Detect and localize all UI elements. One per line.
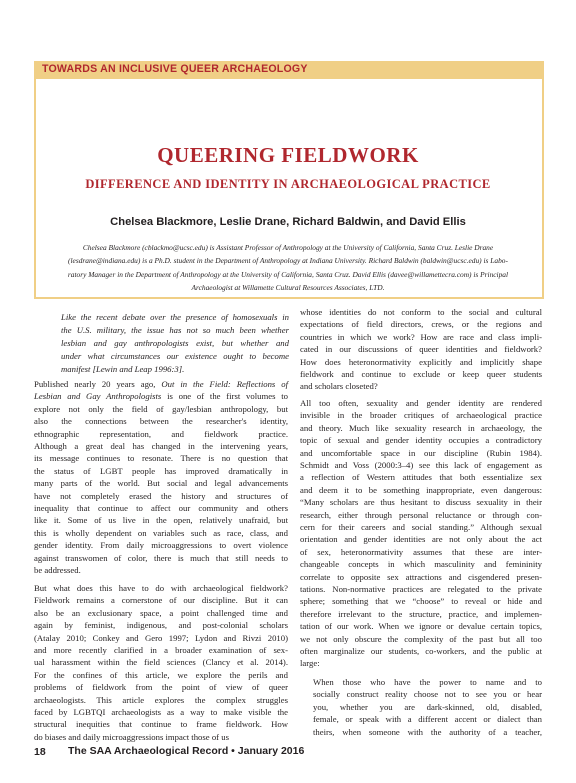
body-line: tation of our work. When we ignore or devalue certain topics, (300, 621, 542, 632)
body-line: and theory. Much like sexuality research in archaeology, the (300, 422, 542, 433)
body-line: this is wholly dependent on variables such as race, class, and (34, 527, 288, 538)
body-line: ethnographic representation, and fieldwork practice. (34, 428, 288, 439)
body-line: problems of fieldwork from the point of view of queer (34, 682, 288, 693)
section-banner-label: TOWARDS AN INCLUSIVE QUEER ARCHAEOLOGY (42, 63, 308, 75)
body-line: whose identities do not conform to the social and cultural (300, 307, 542, 317)
body-line: research, either through personal reluctance or through con- (300, 509, 542, 520)
body-line: and more recently clarified in a broader examination of sex- (34, 645, 288, 655)
body-line: orientation and gender identities are not only about the act (300, 534, 542, 545)
epigraph-line: lesbian and gay anthropologists exist, but whether and (61, 338, 289, 348)
epigraph-line: Like the recent debate over the presence of homosexuals in (61, 312, 289, 322)
epigraph-line: manifest [Lewin and Leap 1996:3]. (61, 364, 185, 374)
body-line: cated in our discussions of queer identities and fieldwork? (300, 344, 542, 355)
body-line: cern for their careers and social standing.” Although sexual (300, 522, 542, 532)
body-line: and uncomfortable space in our discipline (Rubin 1984). (300, 447, 542, 458)
body-line: ual harassment within the field sciences (Clancy et al. 2014). (34, 657, 288, 668)
body-line: How does heteronormativity explicitly and implicitly shape (300, 356, 542, 367)
epigraph-line: under what circumstances our existence ought to become (61, 351, 289, 361)
body-line: have not completely erased the history and structures of (34, 490, 288, 501)
affiliation-line: (lesdrane@indiana.edu) is a Ph.D. student in the Department of Anthropology at Indiana University. Richard Baldwin (baldwin@ucsc.edu) is Labo- (68, 256, 508, 265)
body-line: the status of LGBT people has improved dramatically in (34, 465, 288, 476)
body-line: again by feminist, indigenous, and post-colonial scholars (34, 620, 288, 631)
affiliation-line: ratory Manager in the Department of Anthropology at the University of California, Santa Cruz. David Ellis (davee@willamettecra.com) is Principal (67, 270, 509, 279)
page-number: 18 (34, 746, 46, 758)
body-line: sphere; something that we “choose” to reveal or hide and (300, 596, 542, 607)
body-line: a reflection of Western attitudes that both essentialize sex (300, 472, 542, 483)
body-line: “Many scholars are thus hesitant to discuss sexuality in their (300, 497, 542, 508)
body-line: tations. Non-normative practices are relegated to the private (300, 584, 542, 594)
body-line: correlate to opposite sex attractions and cisgendered presen- (300, 571, 542, 582)
body-line: explore not only the field of gay/lesbian anthropology, but (34, 403, 288, 414)
body-line: against transwomen of color, there is much that still needs to (34, 552, 288, 563)
body-line: do biases and daily microaggressions impact those of us (34, 731, 229, 742)
body-line: Fieldwork remains a cornerstone of our discipline. But it can (34, 595, 288, 606)
blockquote-line: theirs, when someone with the authority of a teacher, (313, 726, 542, 737)
body-line: archaeologists. This article explores the complex struggles (34, 694, 288, 705)
body-line: many parts of the world. But social and legal advancements (34, 478, 288, 489)
section-banner (34, 61, 544, 79)
body-line: All too often, sexuality and gender identity are rendered (300, 398, 542, 408)
body-line: structural inequities that continue to frame fieldwork. How (34, 719, 288, 730)
body-line: Published nearly 20 years ago, Out in the Field: Reflections of (34, 379, 288, 389)
body-line: large: (300, 658, 320, 669)
body-line: and scholars closeted? (300, 381, 378, 392)
author-list: Chelsea Blackmore, Leslie Drane, Richard Baldwin, and David Ellis (110, 216, 466, 228)
body-line: of sex, heteronormativity assumes that these are inter- (300, 546, 542, 557)
body-line: we not only obscure the complexity of the past but all too (300, 633, 542, 644)
body-line: inequality that continue to affect our community and others (34, 503, 288, 513)
body-line: gender identity. From daily microaggressions to overt violence (34, 540, 288, 551)
body-line: also the connections between the researcher's identity, (34, 416, 288, 427)
body-line: be addressed. (34, 565, 81, 575)
blockquote-line: When those who have the power to name and to (313, 677, 542, 687)
body-line: changeable concepts in which masculinity and femininity (300, 559, 542, 570)
affiliation-line: Archaeologist at Willamette Cultural Resources Associates, LTD. (191, 283, 385, 292)
body-line: and deem it to be something inappropriate, even dangerous: (300, 484, 542, 495)
body-line: often marginalize our students, co-workers, and the public at (300, 646, 542, 656)
epigraph-line: the U.S. military, the issue has not so much been whether (61, 325, 289, 335)
blockquote-line: you, whether you are dark-skinned, old, disabled, (313, 701, 542, 712)
body-line: countries in which we work? How are race and class impli- (300, 331, 542, 342)
blockquote-line: female, or speak with a different accent or dialect than (313, 714, 542, 725)
publication-footer: The SAA Archaeological Record • January 2016 (68, 745, 305, 757)
article-subtitle: DIFFERENCE AND IDENTITY IN ARCHAEOLOGICAL PRACTICE (85, 177, 491, 191)
body-line: Schmidt and Voss (2000:3–4) see this lack of engagement as (300, 460, 542, 470)
body-line: expectations of field directors, crews, or the regions and (300, 319, 542, 330)
body-line: faced by LGBTQI archaeologists as a way to make visible the (34, 707, 288, 717)
body-line: like it. Some of us live in the open, relatively unafraid, but (34, 515, 288, 526)
body-line: its message continues to resonate. There is no question that (34, 453, 288, 464)
body-line: fieldwork and continue to exclude or keep queer students (300, 369, 542, 379)
body-line: (Atalay 2010; Conkey and Gero 1997; Lydon and Rivzi 2010) (34, 632, 288, 643)
article-title: QUEERING FIELDWORK (157, 143, 419, 167)
body-line: Lesbian and Gay Anthropologists is one of the first volumes to (34, 391, 288, 402)
body-line: For the confines of this article, we explore the perils and (34, 669, 288, 680)
body-line: But what does this have to do with archaeological fieldwork? (34, 583, 288, 593)
body-line: also be an exclusionary space, a point challenged time and (34, 607, 288, 618)
body-line: invisible in the broader critiques of archaeological practice (300, 410, 542, 421)
affiliation-line: Chelsea Blackmore (cblackmo@ucsc.edu) is Assistant Professor of Anthropology at the University of California, Santa Cruz. Leslie Drane (82, 243, 494, 252)
body-line: topic of sexual and gender identity occupies a contradictory (300, 435, 542, 446)
blockquote-line: socially construct reality choose not to see you or hear (313, 689, 542, 700)
body-line: therefore irrelevant to the structure, practice, and implemen- (300, 608, 542, 619)
body-line: Although a great deal has changed in the intervening years, (34, 441, 288, 451)
